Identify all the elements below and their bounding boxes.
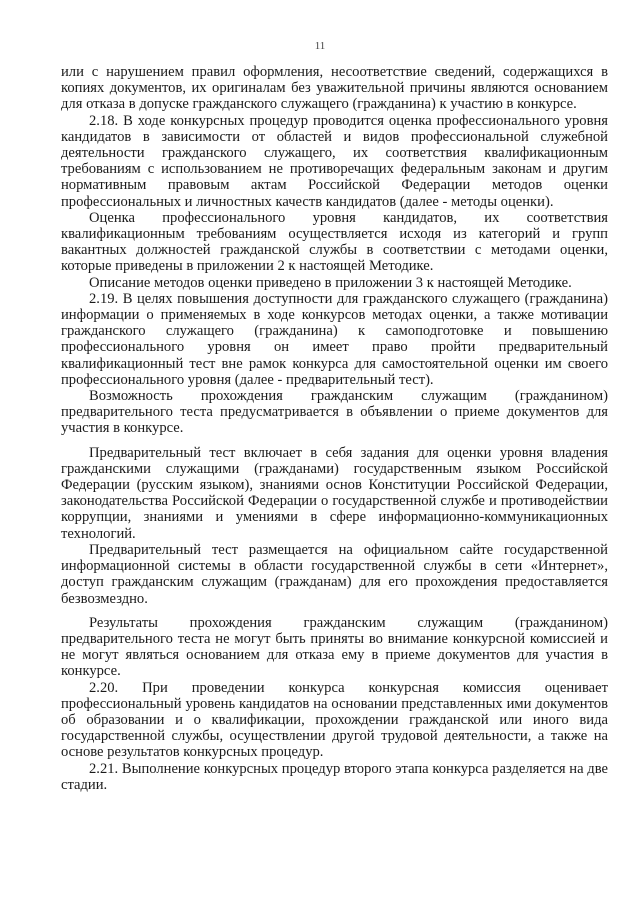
- paragraph-2-20: 2.20. При проведении конкурса конкурсная комиссия оценивает профессиональный уровень кандидатов на основании представленных ими документов об образовании и о квалификации, прохождении гражданской или иного вида государственной службы, осуществлении другой трудовой деятельности, а также на основе результатов конкурсных процедур.: [61, 679, 608, 761]
- paragraph-2-21: 2.21. Выполнение конкурсных процедур второго этапа конкурса разделяется на две стадии.: [61, 760, 608, 793]
- paragraph-pretest-content: Предварительный тест включает в себя задания для оценки уровня владения гражданскими служащими (гражданами) государственным языком Российской Федерации (русским языком), знаниями основ Конституции Российской Федерации, законодательства Российской Федерации о государственной службе и противодействии коррупции, знаниями и умениями в сфере информационно-коммуникационных технологий.: [61, 444, 608, 542]
- paragraph-2-19: 2.19. В целях повышения доступности для гражданского служащего (гражданина) информации о применяемых в ходе конкурсов методах оценки, а также мотивации гражданского служащего (гражданина) к самоподготовке и повышению профессионального уровня он имеет право пройти предварительный квалификационный тест вне рамок конкурса для самостоятельной оценки им своего профессионального уровня (далее - предварительный тест).: [61, 290, 608, 388]
- paragraph-continuation: или с нарушением правил оформления, несоответствие сведений, содержащихся в копиях документов, их оригиналам без уважительной причины являются основанием для отказа в допуске гражданского служащего (гражданина) к участию в конкурсе.: [61, 64, 608, 113]
- paragraph-2-18: 2.18. В ходе конкурсных процедур проводится оценка профессионального уровня кандидатов в зависимости от областей и видов профессиональной служебной деятельности гражданского служащего, их соответствия квалификационным требованиям с использованием не противоречащих федеральным законам и другим нормативным правовым актам Российской Федерации методов оценки профессиональных и личностных качеств кандидатов (далее - методы оценки).: [61, 112, 608, 210]
- paragraph-assessment-categories: Оценка профессионального уровня кандидатов, их соответствия квалификационным требованиям осуществляется исходя из категорий и групп вакантных должностей гражданской службы в соответствии с методами оценки, которые приведены в приложении 2 к настоящей Методике.: [61, 209, 608, 275]
- paragraph-pretest-placement: Предварительный тест размещается на официальном сайте государственной информационной системы в области государственной службы в сети «Интернет», доступ гражданским служащим (гражданам) для его прохождения предоставляется безвозмездно.: [61, 541, 608, 607]
- page-number: 11: [314, 40, 326, 52]
- paragraph-pretest-possibility: Возможность прохождения гражданским служащим (гражданином) предварительного теста предусматривается в объявлении о приеме документов для участия в конкурсе.: [61, 388, 608, 437]
- document-body: [61, 64, 608, 793]
- paragraph-pretest-results: Результаты прохождения гражданским служащим (гражданином) предварительного теста не могут быть приняты во внимание конкурсной комиссией и не могут являться основанием для отказа ему в приеме документов для участия в конкурсе.: [61, 614, 608, 680]
- paragraph-methods-description: Описание методов оценки приведено в приложении 3 к настоящей Методике.: [89, 274, 572, 291]
